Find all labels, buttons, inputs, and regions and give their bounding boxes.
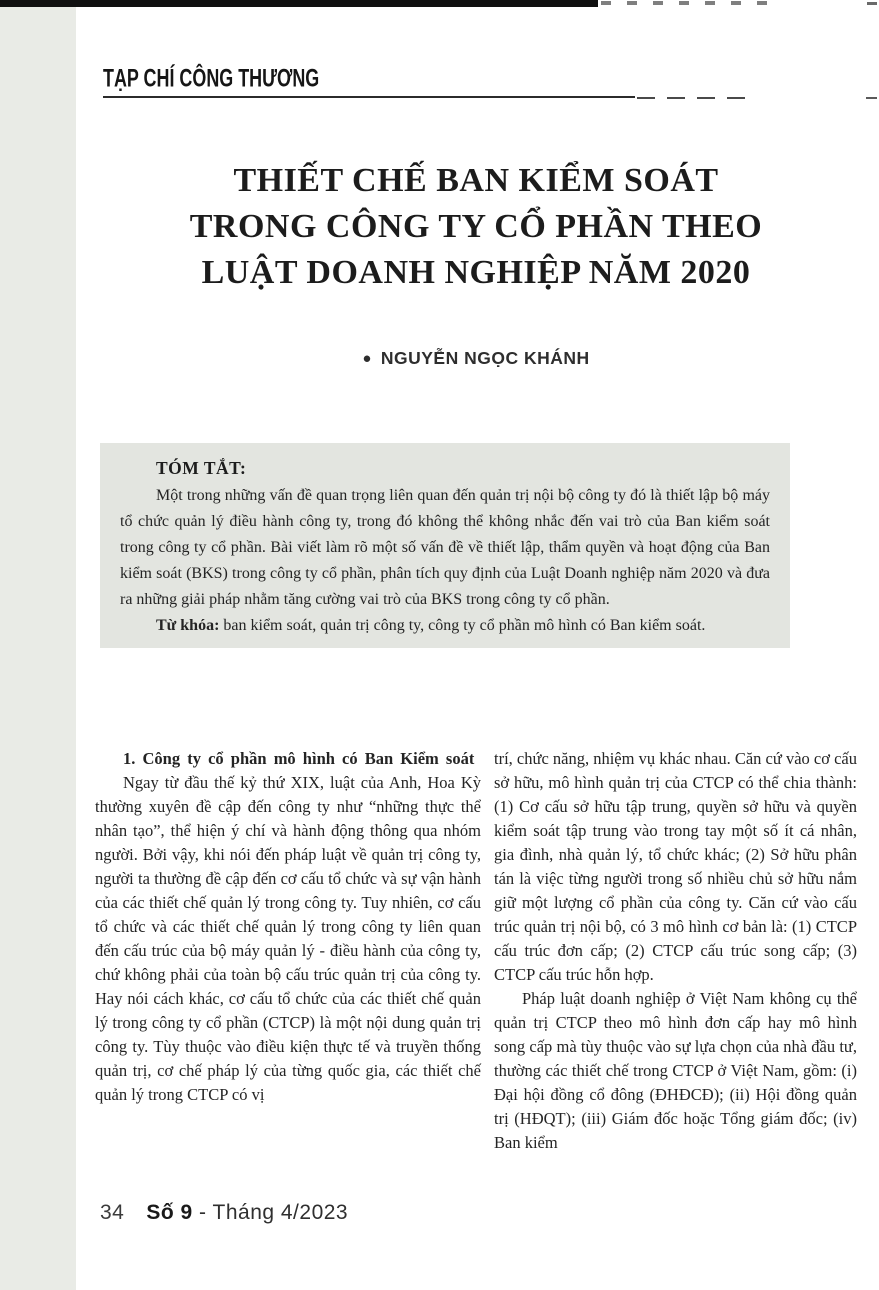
abstract-body: Một trong những vấn đề quan trọng liên quan đến quản trị nội bộ công ty đó là thiết lập bộ máy tổ chức quản lý điều hành công ty, trong đó không thể không nhắc đến vai trò của Ban kiểm soát trong công ty cổ phần. Bài viết làm rõ một số vấn đề về thiết lập, thẩm quyền và hoạt động của Ban kiểm soát (BKS) trong công ty cổ phần, phân tích quy định của Luật Doanh nghiệp năm 2020 và đưa ra những giải pháp nhằm tăng cường vai trò của BKS trong công ty cổ phần.	[120, 487, 770, 608]
journal-masthead: TẠP CHÍ CÔNG THƯƠNG	[103, 64, 320, 93]
section-heading-1: 1. Công ty cổ phần mô hình có Ban Kiểm soát	[123, 749, 475, 768]
right-column-paragraph-1: trí, chức năng, nhiệm vụ khác nhau. Căn cứ vào cơ cấu sở hữu, mô hình quản trị của CTCP có thể chia thành: (1) Cơ cấu sở hữu tập trung, quyền sở hữu và quyền kiểm soát tập trung vào trong tay một số ít cá nhân, gia đình, nhà quản lý, tổ chức khác; (2) Sở hữu phân tán là việc từng người trong số nhiều chủ sở hữu nắm giữ một lượng cổ phần của công ty. Căn cứ vào cấu trúc quản trị nội bộ, có 3 mô hình cơ bản là: (1) CTCP cấu trúc đơn cấp; (2) CTCP cấu trúc song cấp; (3) CTCP cấu trúc hỗn hợp.	[494, 749, 857, 984]
article-title-line-1: THIẾT CHẾ BAN KIỂM SOÁT	[233, 162, 719, 199]
top-corner-mark	[867, 2, 877, 5]
author-line	[95, 348, 857, 369]
keywords-text: ban kiểm soát, quản trị công ty, công ty cổ phần mô hình có Ban kiểm soát.	[219, 617, 706, 634]
masthead-rule-dashes	[637, 97, 757, 99]
abstract-keywords	[120, 613, 770, 639]
scan-edge-strip	[0, 0, 76, 1290]
article-title-line-2: TRONG CÔNG TY CỔ PHẦN THEO	[189, 208, 763, 245]
masthead-rule-end-dash	[866, 97, 877, 99]
top-scan-bar	[0, 0, 598, 7]
left-column-paragraph: Ngay từ đầu thế kỷ thứ XIX, luật của Anh, Hoa Kỳ thường xuyên đề cập đến công ty như “những thực thể nhân tạo”, thể hiện ý chí và hành động thông qua nhóm người. Bởi vậy, khi nói đến pháp luật về quản trị công ty, người ta thường đề cập đến cơ cấu tổ chức và sự vận hành của các thiết chế quản lý trong công ty. Tuy nhiên, cơ cấu tổ chức và các thiết chế quản lý trong công ty liên quan đến cấu trúc của bộ máy quản lý - điều hành của công ty, chứ không phải của toàn bộ cấu trúc quản trị của công ty. Hay nói cách khác, cơ cấu tổ chức của các thiết chế quản lý trong công ty cổ phần (CTCP) là một nội dung quản trị công ty. Tùy thuộc vào điều kiện thực tế và truyền thống quản trị, cơ chế pháp lý của từng quốc gia, các thiết chế quản lý trong CTCP có vị	[95, 773, 481, 1104]
footer-page-number: 34	[100, 1201, 125, 1224]
keywords-label: Từ khóa:	[156, 617, 220, 634]
abstract-heading: TÓM TẮT:	[156, 458, 247, 478]
footer-issue: Số 9	[146, 1201, 193, 1224]
author-name: NGUYỄN NGỌC KHÁNH	[380, 348, 590, 368]
masthead-rule	[103, 96, 635, 98]
right-column-paragraph-2: Pháp luật doanh nghiệp ở Việt Nam không cụ thể quản trị CTCP theo mô hình đơn cấp hay mô hình song cấp mà tùy thuộc vào sự lựa chọn của nhà đầu tư, thường các thiết chế trong CTCP ở Việt Nam, gồm: (i) Đại hội đồng cổ đông (ĐHĐCĐ); (ii) Hội đồng quản trị (HĐQT); (iii) Giám đốc hoặc Tổng giám đốc; (iv) Ban kiểm	[494, 989, 857, 1152]
abstract-box	[100, 443, 790, 648]
footer-date: - Tháng 4/2023	[192, 1201, 349, 1224]
author-bullet-icon: ●	[362, 350, 372, 367]
article-title	[95, 158, 857, 296]
top-scan-dashes	[601, 1, 781, 5]
article-body	[95, 747, 857, 1155]
page-footer	[100, 1201, 348, 1225]
right-column	[494, 747, 857, 1155]
article-title-line-3: LUẬT DOANH NGHIỆP NĂM 2020	[201, 254, 751, 291]
left-column	[95, 747, 481, 1155]
